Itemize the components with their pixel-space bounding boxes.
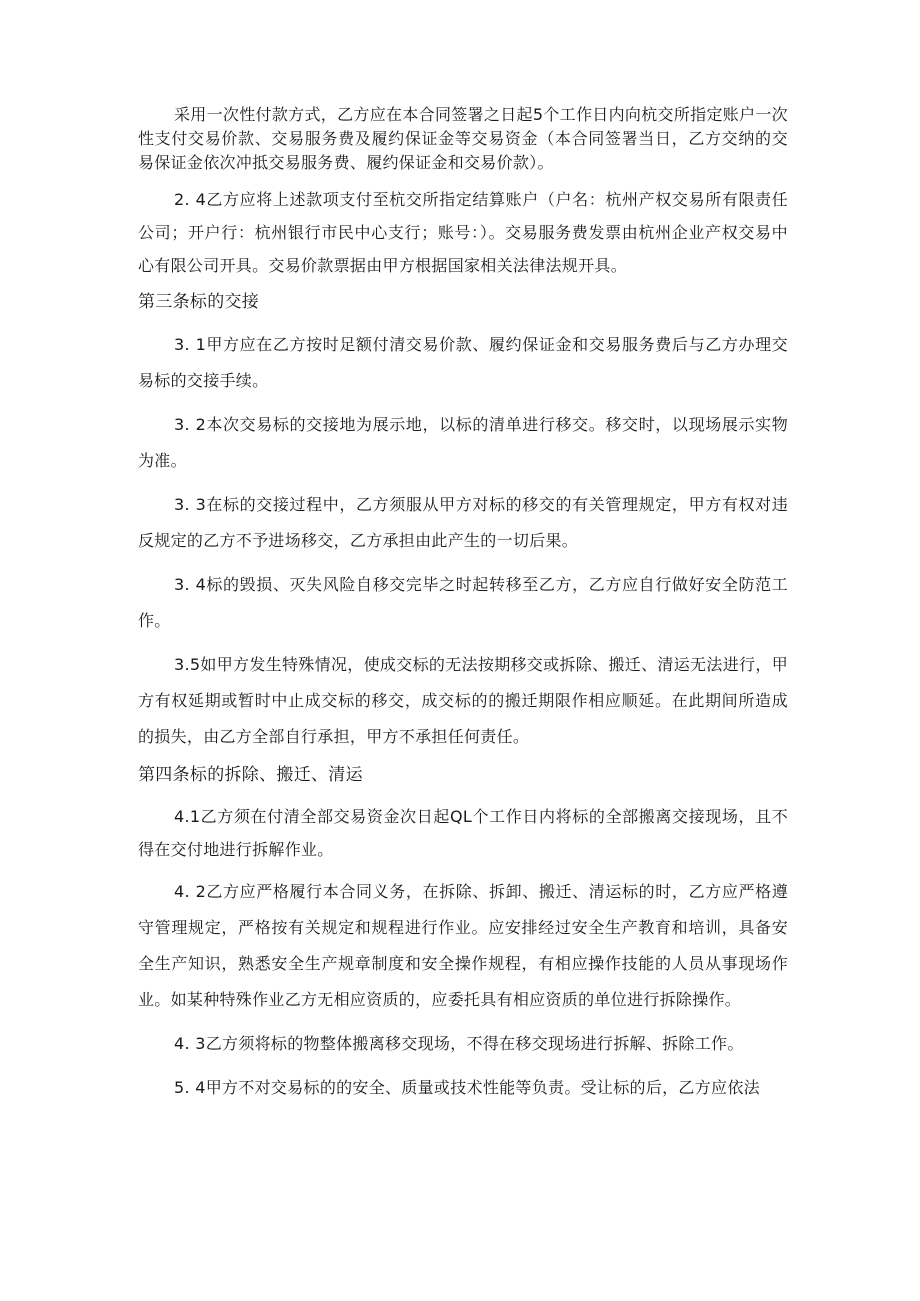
clause-3-1: 3. 1甲方应在乙方按时足额付清交易价款、履约保证金和交易服务费后与乙方办理交易标的交接手续。: [138, 335, 788, 390]
payment-method-paragraph: 采用一次性付款方式，乙方应在本合同签署之日起5个工作日内向杭交所指定账户一次性支付交易价款、交易服务费及履约保证金等交易资金（本合同签署当日，乙方交纳的交易保证金依次冲抵交易服务费、履约保证金和交易价款）。: [138, 105, 788, 172]
clause-2-4: 2. 4乙方应将上述款项支付至杭交所指定结算账户（户名：杭州产权交易所有限责任公司；开户行：杭州银行市民中心支行；账号：）。交易服务费发票由杭州企业产权交易中心有限公司开具。交易价款票据由甲方根据国家相关法律法规开具。: [138, 190, 788, 275]
clause-4-3: 4. 3乙方须将标的物整体搬离移交现场，不得在移交现场进行拆解、拆除工作。: [174, 1034, 744, 1053]
clause-5-4: 5. 4甲方不对交易标的的安全、质量或技术性能等负责。受让标的后，乙方应依法: [174, 1078, 760, 1097]
clause-4-1: 4.1乙方须在付清全部交易资金次日起QL个工作日内将标的全部搬离交接现场，且不得在交付地进行拆解作业。: [138, 807, 788, 859]
article-4-heading: 第四条标的拆除、搬迁、清运: [138, 765, 363, 785]
clause-4-2: 4. 2乙方应严格履行本合同义务，在拆除、拆卸、搬迁、清运标的时，乙方应严格遵守管理规定，严格按有关规定和规程进行作业。应安排经过安全生产教育和培训，具备安全生产知识，熟悉安全生产规章制度和安全操作规程，有相应操作技能的人员从事现场作业。如某种特殊作业乙方无相应资质的，应委托具有相应资质的单位进行拆除操作。: [138, 882, 788, 1009]
clause-3-4: 3. 4标的毁损、灭失风险自移交完毕之时起转移至乙方，乙方应自行做好安全防范工作。: [138, 575, 788, 630]
article-3-heading: 第三条标的交接: [138, 292, 260, 312]
clause-3-3: 3. 3在标的交接过程中，乙方须服从甲方对标的移交的有关管理规定，甲方有权对违反规定的乙方不予进场移交，乙方承担由此产生的一切后果。: [138, 495, 788, 550]
clause-3-5: 3.5如甲方发生特殊情况，使成交标的无法按期移交或拆除、搬迁、清运无法进行，甲方有权延期或暂时中止成交标的移交，成交标的的搬迁期限作相应顺延。在此期间所造成的损失，由乙方全部自行承担，甲方不承担任何责任。: [138, 655, 788, 746]
clause-3-2: 3. 2本次交易标的交接地为展示地，以标的清单进行移交。移交时，以现场展示实物为准。: [138, 415, 788, 470]
contract-body: [138, 103, 788, 1106]
